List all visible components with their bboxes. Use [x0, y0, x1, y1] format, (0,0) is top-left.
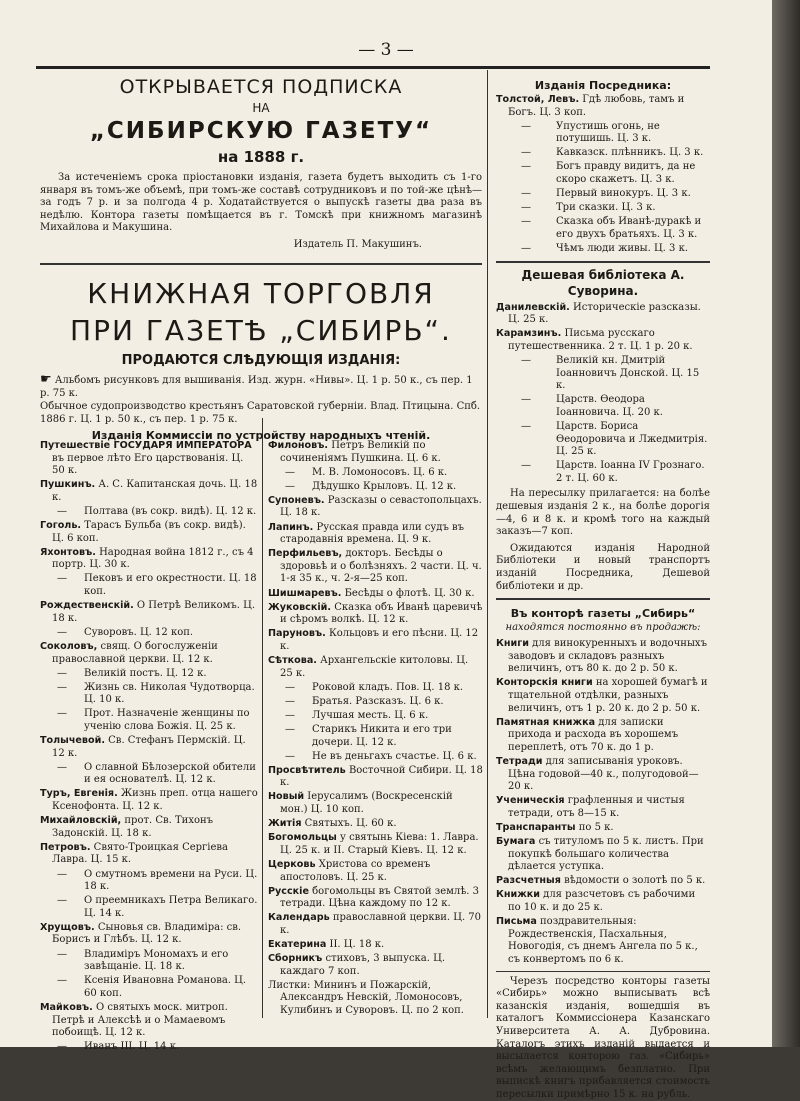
list-item	[40, 547, 258, 572]
list-item-text: М. В. Ломоносовъ. Ц. 6 к.	[312, 466, 448, 478]
list-item-continued	[496, 121, 710, 146]
list-item-text: Дѣдушко Крыловъ. Ц. 12 к.	[312, 480, 457, 492]
list-item-continued	[40, 949, 258, 974]
list-item-text: О преемникахъ Петра Великаго. Ц. 14 к.	[84, 895, 258, 919]
list-item-text: Полтава (въ сокр. видѣ). Ц. 12 к.	[84, 505, 257, 517]
list-item-text: Историческіе разсказы. Ц. 25 к.	[508, 301, 701, 326]
dash-mark: —	[57, 975, 67, 987]
list-item	[268, 522, 483, 547]
list-item-continued	[40, 682, 258, 707]
list-item-author: Календарь	[268, 912, 330, 924]
list-item-continued	[496, 147, 710, 160]
list-item-text: православной церкви. Ц. 70 к.	[280, 912, 482, 936]
dash-mark: —	[57, 505, 67, 517]
list-item-text: Петръ Великій по сочиненіямъ Пушкина. Ц. 6 к.	[280, 440, 441, 464]
list-item-author: Соколовъ,	[40, 640, 98, 652]
commission-heading: Изданія Коммиссіи по устройству народныхъ чтеній.	[91, 429, 431, 443]
list-item	[496, 756, 710, 794]
list-item	[40, 600, 258, 625]
list-item-author: Филоновъ.	[268, 440, 328, 451]
list-item-author: Новый	[268, 791, 305, 803]
list-item-text: Прот. Назначеніе женщины по ученію слова Божія. Ц. 25 к.	[84, 708, 250, 732]
list-item-author: Бумага	[496, 836, 536, 848]
list-item-author: Толычевой.	[40, 735, 105, 747]
list-item	[268, 791, 483, 816]
dash-mark: —	[285, 466, 295, 478]
suvorin-list	[496, 302, 710, 486]
top-rule	[36, 66, 710, 69]
list-item	[40, 922, 258, 947]
list-item	[496, 795, 710, 820]
list-item-author: Книжки	[496, 889, 540, 901]
list-item-author: Книги	[496, 638, 529, 650]
list-item-continued	[40, 573, 258, 598]
list-item-text: Не въ деньгахъ счастье. Ц. 6 к.	[312, 750, 477, 762]
posrednik-rule	[496, 261, 710, 263]
dash-mark: —	[285, 480, 295, 492]
list-item	[496, 328, 710, 353]
list-item-text: богомольцы въ Святой землѣ. 3 тетради. Цѣна каждому по 12 к.	[280, 885, 480, 910]
list-item-text: Кольцовъ и его пѣсни. Ц. 12 к.	[280, 628, 479, 652]
list-item-text: Суворовъ. Ц. 12 коп.	[84, 626, 194, 638]
list-item-text: О смутномъ времени на Руси. Ц. 18 к.	[84, 868, 258, 893]
list-item-continued	[268, 481, 483, 494]
list-item-text: на хорошей бумагѣ и тщательной отдѣлки, разныхъ величинъ, отъ 1 р. 20 к. до 2 р. 50 к.	[508, 677, 708, 714]
list-item-continued	[496, 216, 710, 241]
list-item-text: Народная война 1812 г., съ 4 портр. Ц. 30 к.	[52, 546, 254, 571]
list-item-author: Церковь	[268, 858, 316, 870]
list-item-author: Шишмаревъ.	[268, 587, 342, 599]
commission-list-left	[40, 440, 258, 1055]
list-item-text: Царств. Бориса Ѳеодоровича и Лжедмитрія. Ц. 25 к.	[556, 420, 708, 458]
right-column	[496, 78, 710, 1101]
list-item-author: Данилевскій.	[496, 301, 570, 313]
dash-mark: —	[57, 626, 67, 638]
list-item	[496, 916, 710, 966]
list-item-text: для винокуренныхъ и водочныхъ заводовъ и складовъ разныхъ величинъ, отъ 80 к. до 2 р. 50 к.	[508, 638, 707, 675]
list-item-author: Пушкинъ.	[40, 479, 96, 491]
list-item-text: О славной Бѣлозерской обители и ея основателѣ. Ц. 12 к.	[84, 761, 256, 786]
list-item-continued	[40, 627, 258, 640]
list-item	[40, 842, 258, 867]
bookstore-intro-2: Обычное судопроизводство крестьянъ Саратовской губерніи. Влад. Птицына. Спб. 1886 г. Ц. 1 р. 50 к., съ пер. 1 р. 75 к.	[40, 401, 481, 425]
list-item-text: Упустишь огонь, не потушишь. Ц. 3 к.	[556, 120, 660, 145]
list-item-continued	[40, 895, 258, 920]
list-item	[40, 815, 258, 840]
list-item-text: Жизнь св. Николая Чудотворца. Ц. 10 к.	[84, 681, 255, 706]
list-item-author: Петровъ.	[40, 841, 91, 853]
list-item-text: поздравительныя: Рождественскія, Пасхальныя, Новогодія, съ днемъ Ангела по 5 к., съ конвертомъ по 6 к.	[508, 916, 698, 965]
list-item	[496, 822, 710, 835]
list-item-text: Святыхъ. Ц. 60 к.	[304, 818, 397, 830]
office-rule	[496, 598, 710, 600]
list-item-text: Архангельскіе китоловы. Ц. 25 к.	[280, 655, 469, 679]
list-item-text: у святынь Кіева: 1. Лавра. Ц. 25 к. и II. Старый Кіевъ. Ц. 12 к.	[280, 832, 479, 856]
list-item	[496, 875, 710, 888]
posrednik-list	[496, 94, 710, 256]
dash-mark: —	[521, 147, 531, 159]
list-item-author: Транспаранты	[496, 822, 576, 833]
list-item-author: Путешествіе ГОСУДАРЯ ИМПЕРАТОРА	[40, 440, 252, 451]
dash-mark: —	[521, 394, 531, 406]
subscription-publisher: Издатель П. Макушинъ.	[293, 238, 422, 250]
bookstore-subtitle: ПРОДАЮТСЯ СЛѢДУЮЩІЯ ИЗДАНІЯ:	[121, 353, 401, 368]
list-item-continued	[268, 724, 483, 749]
list-item-text: Русская правда или судъ въ стародавнія времена. Ц. 9 к.	[280, 521, 464, 546]
list-item-continued	[268, 696, 483, 709]
list-item-text: Лучшая месть. Ц. 6 к.	[312, 709, 429, 721]
list-item-continued	[40, 668, 258, 681]
list-item	[268, 859, 483, 884]
list-item	[496, 638, 710, 676]
list-item	[268, 953, 483, 978]
dash-mark: —	[285, 723, 295, 735]
list-item-text: Чѣмъ люди живы. Ц. 3 к.	[556, 243, 688, 255]
dash-mark: —	[57, 708, 67, 720]
list-item-text: Кавказск. плѣнникъ. Ц. 3 к.	[556, 147, 704, 159]
page-number: — 3 —	[358, 40, 414, 60]
list-item-text: прот. Св. Тихонъ Задонскій. Ц. 18 к.	[52, 815, 214, 839]
list-item-text: Іерусалимъ (Воскресенскій мон.) Ц. 10 коп.	[280, 791, 453, 816]
list-item-author: Письма	[496, 916, 537, 928]
list-item-author: Ученическія	[496, 795, 565, 807]
bookstore-title-2: ПРИ ГАЗЕТѢ „СИБИРЬ“.	[70, 314, 452, 347]
list-item-author: Конторскія книги	[496, 677, 593, 689]
expected-note: Ожидаются изданія Народной Библіотеки и новый транспортъ изданій Посредника, Дешевой библіотеки и др.	[496, 542, 710, 592]
list-item	[268, 832, 483, 857]
list-item-text: Сыновья св. Владиміра: св. Борисъ и Глѣбъ. Ц. 12 к.	[52, 921, 242, 946]
list-item-continued	[40, 762, 258, 787]
dash-mark: —	[57, 573, 67, 585]
list-item-text: для записыванія уроковъ. Цѣна годовой—40 к., полугодовой—20 к.	[508, 756, 699, 793]
list-item-text: II. Ц. 18 к.	[329, 938, 385, 950]
list-item	[496, 94, 710, 119]
kazan-notice: Черезъ посредство конторы газеты «Сибирь» можно выписывать всѣ казанскія изданія, вошедшія въ каталогъ Коммиссіонера Казанскаго Университета А. А. Дубровина. Каталогъ этихъ изданій выдается и высылается конторою газ. «Сибирь» всѣмъ желающимъ безплатно. При выпискѣ книгъ прибавляется стоимость пересылки примѣрно 15 к. на рубль.	[496, 975, 710, 1100]
list-item-continued	[496, 202, 710, 215]
bookstore-intro-1	[40, 374, 482, 400]
album-entry: Альбомъ рисунковъ для вышиванія. Изд. журн. «Нивы». Ц. 1 р. 50 к., съ пер. 1 р. 75 к.	[40, 375, 473, 399]
list-item-text: по 5 к.	[578, 822, 614, 833]
dash-mark: —	[521, 355, 531, 366]
dash-mark: —	[57, 948, 67, 960]
list-item-text: Великій постъ. Ц. 12 к.	[84, 667, 207, 679]
dash-mark: —	[521, 420, 531, 432]
list-item	[496, 889, 710, 914]
list-item-text: Сказка объ Иванѣ царевичѣ и сѣромъ волкѣ. Ц. 12 к.	[280, 601, 483, 626]
list-item	[268, 939, 483, 952]
list-item-text: графленныя и чистыя тетради, отъ 8—15 к.	[508, 795, 685, 819]
subscription-title: ОТКРЫВАЕТСЯ ПОДПИСКА	[119, 76, 403, 98]
list-item-continued	[40, 506, 258, 519]
list-item-author: Сборникъ	[268, 953, 323, 965]
list-item	[40, 788, 258, 813]
list-item	[268, 588, 483, 601]
list-item-text: съ титуломъ по 5 к. листъ. При покупкѣ большаго количества дѣлается уступка.	[508, 836, 704, 873]
list-item	[40, 479, 258, 504]
list-item-author: Гоголь.	[40, 520, 82, 532]
list-item-author: Разсчетныя	[496, 875, 561, 887]
list-item-text: для записки прихода и расхода въ хорошемъ переплетѣ, отъ 70 к. до 1 р.	[508, 716, 679, 753]
list-item-author: Памятная книжка	[496, 716, 596, 728]
list-item	[268, 440, 483, 465]
list-item	[40, 440, 258, 478]
closing-rule	[496, 971, 710, 972]
pointing-hand-icon: ☛	[40, 372, 52, 387]
binding-edge	[772, 0, 800, 1047]
list-item	[40, 641, 258, 666]
list-item-text: стиховъ, 3 выпуска. Ц. каждаго 7 коп.	[280, 953, 446, 977]
list-item-continued	[40, 1041, 258, 1054]
list-item-author: Майковъ.	[40, 1001, 93, 1013]
dash-mark: —	[285, 709, 295, 721]
list-item	[268, 628, 483, 653]
list-item-text: Три сказки. Ц. 3 к.	[556, 202, 656, 214]
list-item-text: Роковой кладъ. Пов. Ц. 18 к.	[312, 681, 464, 693]
column-divider-main	[487, 70, 488, 1018]
list-item-author: Рождественскій.	[40, 600, 134, 612]
dash-mark: —	[57, 667, 67, 679]
list-item	[268, 602, 483, 627]
office-subheading: находятся постоянно въ продажѣ:	[505, 622, 701, 634]
dash-mark: —	[521, 216, 531, 228]
subscription-newspaper-name: „СИБИРСКУЮ ГАЗЕТУ“	[89, 118, 433, 144]
list-item-author: Жуковскій.	[268, 601, 332, 613]
list-item-text: Старикъ Никита и его три дочери. Ц. 12 к.	[312, 723, 452, 748]
list-item-text: Гдѣ любовь, тамъ и Богъ. Ц. 3 коп.	[508, 94, 685, 118]
list-item-text: О святыхъ моск. митроп. Петрѣ и Алексѣѣ и о Мамаевомъ побоищѣ. Ц. 12 к.	[52, 1001, 228, 1039]
subscription-body: За истеченіемъ срока пріостановки изданія, газета будетъ выходить съ 1-го января въ томъ-же объемѣ, при томъ-же составѣ сотрудниковъ и по той-же цѣнѣ—за годъ 7 р. и за полгода 4 р. Ходатайствуется о выпускѣ газеты два раза въ недѣлю. Контора газеты помѣщается въ г. Томскѣ при книжномъ магазинѣ Михайлова и Макушина.	[40, 172, 482, 234]
dash-mark: —	[521, 161, 531, 173]
list-item-text: вѣдомости о золотѣ по 5 к.	[564, 875, 706, 887]
list-item-text: Св. Стефанъ Пермскій. Ц. 12 к.	[52, 735, 246, 759]
list-item-author: Екатерина	[268, 938, 327, 950]
dash-mark: —	[285, 695, 295, 707]
list-item-continued	[496, 460, 710, 485]
list-item-text: въ первое лѣто Его царствованія. Ц. 50 к.	[52, 452, 244, 477]
list-item-text: Владиміръ Мономахъ и его завѣщаніе. Ц. 18 к.	[84, 948, 229, 973]
list-item-text: Ксенія Ивановна Романова. Ц. 60 коп.	[84, 975, 247, 999]
list-item-text: Великій кн. Дмитрій Іоанновичъ Донской. Ц. 15 к.	[556, 355, 700, 392]
list-item	[40, 735, 258, 760]
list-item	[268, 912, 483, 937]
list-item	[496, 302, 710, 327]
list-item	[496, 677, 710, 715]
list-item	[268, 886, 483, 911]
list-item-author: Перфильевъ,	[268, 548, 343, 560]
list-item-continued	[268, 751, 483, 764]
list-item	[268, 765, 483, 790]
list-item-continued	[496, 355, 710, 393]
dash-mark: —	[285, 681, 295, 693]
list-item-text: Царств. Іоанна IV Грознаго. 2 т. Ц. 60 к.	[556, 460, 705, 484]
dash-mark: —	[521, 460, 531, 472]
dash-mark: —	[57, 868, 67, 880]
list-item-author: Михайловскій,	[40, 815, 122, 827]
office-heading: Въ конторѣ газеты „Сибирь“	[510, 607, 696, 621]
bookstore-title: КНИЖНАЯ ТОРГОВЛЯ	[87, 277, 435, 310]
list-item-author: Житія	[268, 818, 302, 830]
list-item-text: Тарасъ Бульба (въ сокр. видѣ). Ц. 6 коп.	[52, 520, 246, 544]
list-item-author: Толстой, Левъ.	[496, 94, 580, 105]
list-item-continued	[496, 243, 710, 256]
dash-mark: —	[57, 761, 67, 773]
dash-mark: —	[285, 750, 295, 762]
list-item-continued	[40, 708, 258, 733]
commission-list-middle	[268, 440, 483, 1019]
list-item-author: Карамзинъ.	[496, 328, 562, 340]
list-item-text: докторъ. Бесѣды о здоровьѣ и о болѣзняхъ. 2 части. Ц. ч. 1-я 35 к., ч. 2-я—25 коп.	[280, 548, 482, 585]
subscription-year: на 1888 г.	[217, 148, 305, 166]
list-item-text: Царств. Ѳеодора Іоанновича. Ц. 20 к.	[556, 394, 663, 418]
list-item-text: Сказка объ Иванѣ-дуракѣ и его двухъ братьяхъ. Ц. 3 к.	[556, 216, 702, 240]
list-item-author: Яхонтовъ.	[40, 546, 96, 558]
list-item	[268, 980, 483, 1018]
list-item-continued	[496, 161, 710, 186]
list-item-text: Листки: Мининъ и Пожарскій, Александръ Невскій, Ломоносовъ, Кулибинъ и Суворовъ. Ц. по 2 коп.	[268, 979, 464, 1016]
dash-mark: —	[521, 188, 531, 200]
list-item	[40, 520, 258, 545]
list-item-author: Сѣткова.	[268, 655, 317, 666]
list-item-text: Жизнь преп. отца нашего Ксенофонта. Ц. 12 к.	[52, 788, 258, 813]
list-item-text: Братья. Разсказъ. Ц. 6 к.	[312, 695, 444, 707]
dash-mark: —	[57, 1041, 67, 1053]
list-item-text: Разсказы о севастопольцахъ. Ц. 18 к.	[280, 494, 482, 519]
list-item-continued	[40, 975, 258, 1000]
bookstore-header	[40, 276, 482, 444]
office-list	[496, 638, 710, 966]
list-item-text: Свято-Троицкая Сергіева Лавра. Ц. 15 к.	[52, 841, 228, 866]
list-item	[268, 818, 483, 831]
list-item	[496, 717, 710, 755]
list-item-author: Лапинъ.	[268, 521, 314, 533]
list-item-text: Бесѣды о флотѣ. Ц. 30 к.	[344, 587, 475, 599]
list-item-author: Русскіе	[268, 885, 309, 897]
list-item	[268, 495, 483, 520]
list-item-text: Письма русскаго путешественника. 2 т. Ц. 1 р. 20 к.	[508, 328, 693, 352]
postage-note: На пересылку прилагается: на болѣе дешевыя изданія 2 к., на болѣе дорогія—4, 6 и 8 к. и кромѣ того на каждый заказъ—7 коп.	[496, 488, 710, 538]
list-item-text: Христова со временъ апостоловъ. Ц. 25 к.	[280, 858, 431, 883]
list-item	[268, 655, 483, 680]
dash-mark: —	[57, 895, 67, 907]
list-item-continued	[496, 394, 710, 419]
list-item-continued	[268, 467, 483, 480]
list-item-author: Богомольцы	[268, 832, 337, 844]
list-item-text: Иванъ III. Ц. 14 к.	[84, 1041, 180, 1053]
list-item-text: Пековъ и его окрестности. Ц. 18 коп.	[84, 573, 257, 598]
list-item-text: Богъ правду видитъ, да не скоро скажетъ. Ц. 3 к.	[556, 161, 696, 186]
list-item-text: Первый винокуръ. Ц. 3 к.	[556, 188, 691, 200]
list-item	[40, 1002, 258, 1040]
list-item-author: Супоневъ.	[268, 494, 325, 506]
list-item-text: О Петрѣ Великомъ. Ц. 18 к.	[52, 600, 256, 624]
dash-mark: —	[521, 202, 531, 214]
list-item-author: Паруновъ.	[268, 628, 326, 640]
list-item-continued	[496, 188, 710, 201]
list-item-author: Хрущовъ.	[40, 921, 95, 933]
column-divider-left	[262, 418, 263, 1018]
dash-mark: —	[521, 243, 531, 255]
list-item-text: для разсчетовъ съ рабочими по 10 к. и до 25 к.	[508, 889, 696, 914]
list-item-continued	[268, 710, 483, 723]
dash-mark: —	[521, 120, 531, 132]
list-item-author: Тетради	[496, 756, 543, 768]
posrednik-heading: Изданія Посредника:	[534, 79, 672, 92]
subscription-na: НА	[252, 101, 270, 115]
list-item	[496, 836, 710, 874]
list-item-continued	[40, 869, 258, 894]
list-item-author: Туръ, Евгенія.	[40, 788, 118, 800]
list-item-text: свящ. О богослуженіи православной церкви. Ц. 12 к.	[52, 640, 218, 665]
list-item-continued	[496, 421, 710, 459]
list-item	[268, 548, 483, 586]
list-item-text: Восточной Сибири. Ц. 18 к.	[280, 764, 483, 789]
list-item-author: Просвѣтитель	[268, 764, 346, 776]
section-rule	[40, 263, 482, 265]
dash-mark: —	[57, 681, 67, 693]
list-item-text: А. С. Капитанская дочь. Ц. 18 к.	[52, 479, 258, 503]
subscription-notice	[40, 74, 482, 252]
list-item-continued	[268, 682, 483, 695]
suvorin-heading: Дешевая библіотека А. Суворина.	[521, 267, 685, 298]
